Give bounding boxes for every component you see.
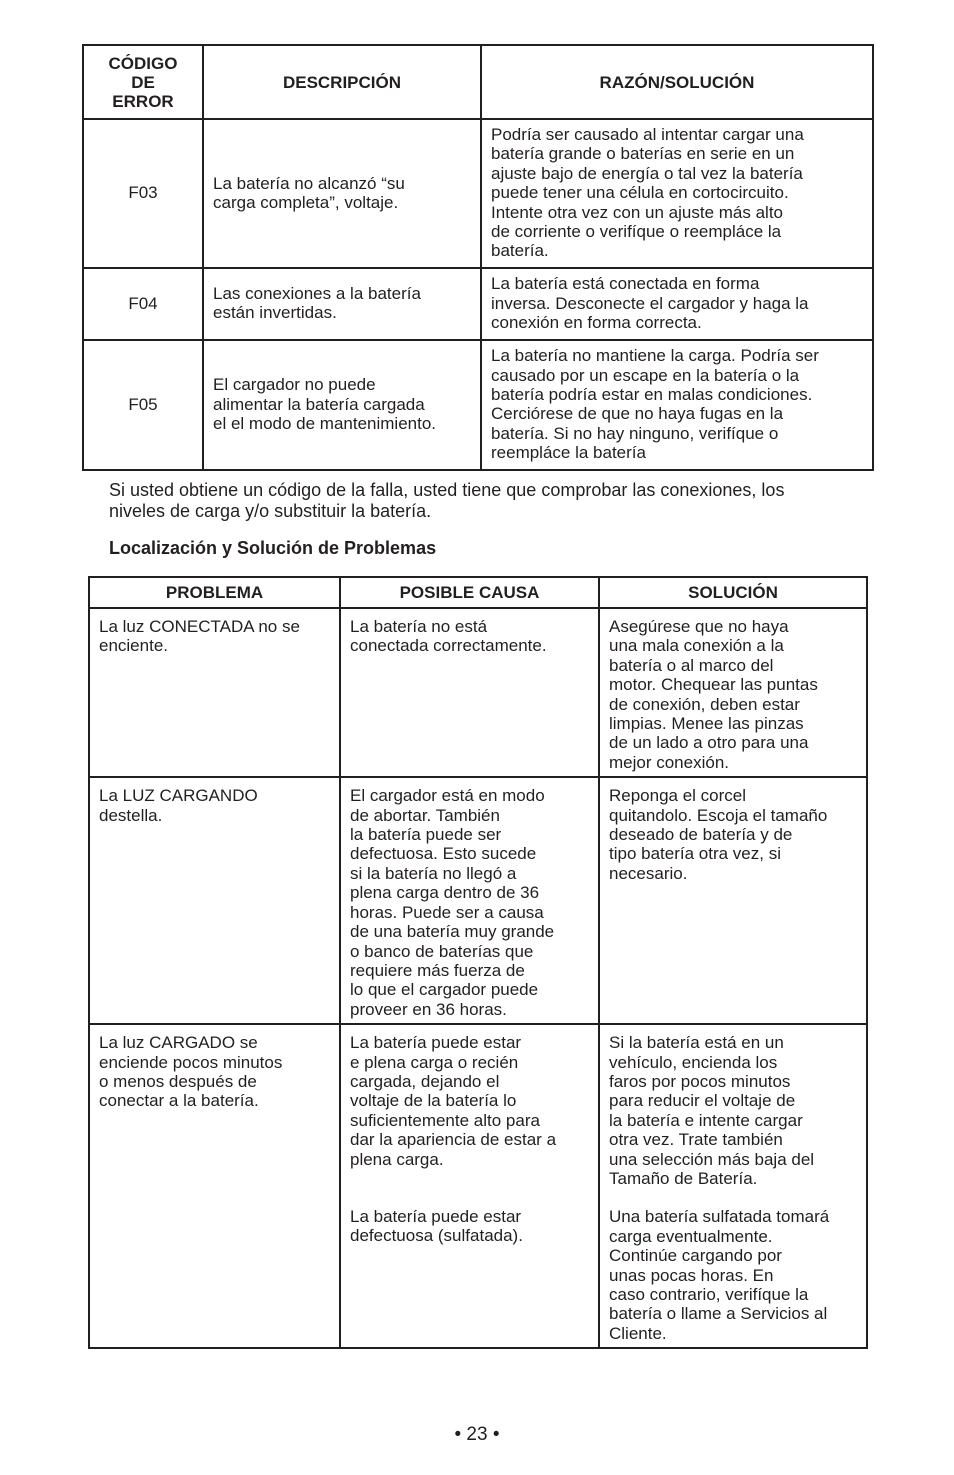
section-title: Localización y Solución de Problemas xyxy=(109,538,437,558)
solution-cell xyxy=(599,1024,867,1348)
page-number: • 23 • xyxy=(454,1424,500,1445)
problem-cell: La luz CARGADO se enciende pocos minutos o menos después de conectar a la batería. xyxy=(89,1024,340,1348)
header-error-code: CÓDIGO DE ERROR xyxy=(83,45,203,119)
cause-cell xyxy=(340,1024,599,1348)
table-row xyxy=(89,608,867,777)
error-code-cell: F05 xyxy=(83,340,203,470)
description-cell: La batería no alcanzó “su carga completa”, voltaje. xyxy=(203,119,481,268)
description-cell: Las conexiones a la batería están invertidas. xyxy=(203,268,481,340)
cause-cell: El cargador está en modo de abortar. También la batería puede ser defectuosa. Esto sucede si la batería no llegó a plena carga dentro de 36 horas. Puede ser a causa de una batería muy grande o banco de baterías que requiere más fuerza de lo que el cargador puede proveer en 36 horas. xyxy=(340,777,599,1024)
solution-cell: La batería está conectada en forma inversa. Desconecte el cargador y haga la conexión en forma correcta. xyxy=(481,268,873,340)
cause-text: La batería puede estar e plena carga o recién cargada, dejando el voltaje de la batería lo suficientemente alto para dar la apariencia de estar a plena carga. xyxy=(350,1033,557,1169)
table-row xyxy=(89,1024,867,1348)
problem-cell: La LUZ CARGANDO destella. xyxy=(89,777,340,1024)
table-row xyxy=(83,340,873,470)
table-row xyxy=(83,119,873,268)
cause-text-secondary: La batería puede estar defectuosa (sulfatada). xyxy=(350,1206,523,1246)
solution-cell: Asegúrese que no haya una mala conexión a la batería o al marco del motor. Chequear las puntas de conexión, deben estar limpias. Menee las pinzas de un lado a otro para una mejor conexión. xyxy=(599,608,867,777)
table-row xyxy=(89,777,867,1024)
header-problem: PROBLEMA xyxy=(89,577,340,608)
solution-cell: La batería no mantiene la carga. Podría ser causado por un escape en la batería o la batería podría estar en malas condiciones. Cerciórese de que no haya fugas en la batería. Si no hay ninguno, verifíque o reempláce la batería xyxy=(481,340,873,470)
troubleshooting-table xyxy=(88,576,868,1349)
header-description: DESCRIPCIÓN xyxy=(203,45,481,119)
solution-text: Si la batería está en un vehículo, encienda los faros por pocos minutos para reducir el voltaje de la batería e intente cargar otra vez. Trate también una selección más baja del Tamaño de Batería. xyxy=(609,1033,815,1188)
error-code-table xyxy=(82,44,874,471)
solution-cell: Reponga el corcel quitandolo. Escoja el tamaño deseado de batería y de tipo batería otra vez, si necesario. xyxy=(599,777,867,1024)
error-code-note: Si usted obtiene un código de la falla, usted tiene que comprobar las conexiones, los niveles de carga y/o substituir la batería. xyxy=(109,480,785,521)
error-code-cell: F04 xyxy=(83,268,203,340)
error-code-cell: F03 xyxy=(83,119,203,268)
cause-cell: La batería no está conectada correctamente. xyxy=(340,608,599,777)
solution-cell: Podría ser causado al intentar cargar una batería grande o baterías en serie en un ajuste bajo de energía o tal vez la batería puede tener una célula en cortocircuito. Intente otra vez con un ajuste más alto de corriente o verifíque o reempláce la batería. xyxy=(481,119,873,268)
header-possible-cause: POSIBLE CAUSA xyxy=(340,577,599,608)
header-solution: SOLUCIÓN xyxy=(599,577,867,608)
solution-text-secondary: Una batería sulfatada tomará carga eventualmente. Continúe cargando por unas pocas horas. En caso contrario, verifíque la batería o llame a Servicios al Cliente. xyxy=(609,1207,830,1343)
table-header-row xyxy=(83,45,873,119)
table-header-row xyxy=(89,577,867,608)
description-cell: El cargador no puede alimentar la batería cargada el el modo de mantenimiento. xyxy=(203,340,481,470)
table-row xyxy=(83,268,873,340)
header-reason-solution: RAZÓN/SOLUCIÓN xyxy=(481,45,873,119)
problem-cell: La luz CONECTADA no se enciente. xyxy=(89,608,340,777)
